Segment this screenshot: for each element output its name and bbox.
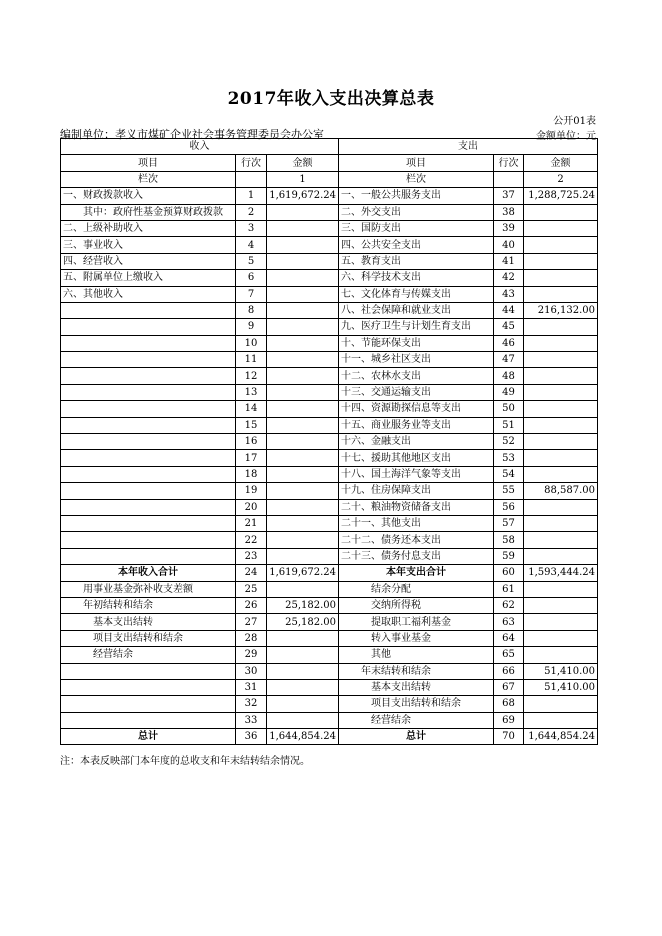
income-line-no: 33 [236, 712, 267, 728]
expense-line-no: 70 [494, 729, 524, 745]
expense-item: 基本支出结转 [339, 679, 494, 695]
table-row [61, 286, 598, 302]
expense-item: 六、科学技术支出 [339, 270, 494, 286]
income-line-no: 4 [236, 237, 267, 253]
income-amount [267, 335, 339, 351]
income-amount [267, 220, 339, 236]
income-amount [267, 712, 339, 728]
expense-line-no: 41 [494, 253, 524, 269]
expense-line-no: 44 [494, 302, 524, 318]
expense-line-no: 60 [494, 565, 524, 581]
income-line-no: 25 [236, 581, 267, 597]
expense-item: 本年支出合计 [339, 565, 494, 581]
income-item: 五、附属单位上缴收入 [61, 270, 236, 286]
expense-item: 十二、农林水支出 [339, 368, 494, 384]
income-item [61, 532, 236, 548]
expense-amount [524, 434, 598, 450]
income-line-no: 7 [236, 286, 267, 302]
income-item: 二、上级补助收入 [61, 220, 236, 236]
expense-line-header: 行次 [494, 155, 524, 171]
expense-item: 二十、粮油物资储备支出 [339, 499, 494, 515]
income-amount [267, 253, 339, 269]
expense-item-header: 项目 [339, 155, 494, 171]
income-line-no: 2 [236, 204, 267, 220]
table-row [61, 548, 598, 564]
expense-amount [524, 499, 598, 515]
income-line-no: 10 [236, 335, 267, 351]
expense-amount [524, 630, 598, 646]
expense-amount [524, 450, 598, 466]
income-amount [267, 647, 339, 663]
column-number-row [61, 171, 598, 187]
income-amount [267, 581, 339, 597]
expense-item: 二十一、其他支出 [339, 515, 494, 531]
table-row [61, 384, 598, 400]
table-row [61, 302, 598, 318]
expense-line-no: 50 [494, 401, 524, 417]
expense-amount [524, 532, 598, 548]
empty-cell [494, 171, 524, 187]
footnote: 注：本表反映部门本年度的总收支和年末结转结余情况。 [60, 756, 310, 767]
income-line-no: 31 [236, 679, 267, 695]
expense-line-no: 52 [494, 434, 524, 450]
income-amount [267, 548, 339, 564]
expense-line-no: 43 [494, 286, 524, 302]
income-item [61, 352, 236, 368]
expense-line-no: 57 [494, 515, 524, 531]
income-amount [267, 401, 339, 417]
income-item [61, 696, 236, 712]
income-line-no: 36 [236, 729, 267, 745]
expense-item: 十五、商业服务业等支出 [339, 417, 494, 433]
expense-line-no: 37 [494, 188, 524, 204]
income-item [61, 335, 236, 351]
income-item: 项目支出结转和结余 [61, 630, 236, 646]
income-item: 用事业基金弥补收支差额 [61, 581, 236, 597]
expense-item: 十、节能环保支出 [339, 335, 494, 351]
income-line-no: 30 [236, 663, 267, 679]
expense-line-no: 58 [494, 532, 524, 548]
expense-line-no: 39 [494, 220, 524, 236]
income-item [61, 548, 236, 564]
expense-line-no: 38 [494, 204, 524, 220]
income-item: 其中：政府性基金预算财政拨款 [61, 204, 236, 220]
income-amount [267, 630, 339, 646]
income-amount [267, 466, 339, 482]
expense-item: 九、医疗卫生与计划生育支出 [339, 319, 494, 335]
page-title: 2017年收入支出决算总表 [227, 89, 435, 109]
table-row [61, 319, 598, 335]
income-line-no: 9 [236, 319, 267, 335]
reporting-unit: 编制单位：孝义市煤矿企业社会事务管理委员会办公室 [60, 128, 324, 141]
section-header-row [61, 139, 598, 155]
income-line-no: 5 [236, 253, 267, 269]
income-line-no: 21 [236, 515, 267, 531]
income-line-no: 32 [236, 696, 267, 712]
income-item: 基本支出结转 [61, 614, 236, 630]
income-amount [267, 237, 339, 253]
income-item: 四、经营收入 [61, 253, 236, 269]
income-line-no: 20 [236, 499, 267, 515]
table-row [61, 696, 598, 712]
expense-item: 十三、交通运输支出 [339, 384, 494, 400]
expense-amount [524, 253, 598, 269]
expense-item: 年末结转和结余 [339, 663, 494, 679]
income-item [61, 450, 236, 466]
income-item [61, 663, 236, 679]
table-row [61, 352, 598, 368]
income-amount [267, 368, 339, 384]
expense-item: 八、社会保障和就业支出 [339, 302, 494, 318]
income-line-no: 12 [236, 368, 267, 384]
expense-amount: 51,410.00 [524, 679, 598, 695]
table-row [61, 499, 598, 515]
income-item [61, 499, 236, 515]
expense-item: 四、公共安全支出 [339, 237, 494, 253]
income-line-no: 11 [236, 352, 267, 368]
income-line-no: 29 [236, 647, 267, 663]
expense-item: 三、国防支出 [339, 220, 494, 236]
expense-amount [524, 368, 598, 384]
expense-line-no: 67 [494, 679, 524, 695]
income-item [61, 712, 236, 728]
income-amount [267, 532, 339, 548]
table-row [61, 466, 598, 482]
income-amount: 25,182.00 [267, 597, 339, 613]
table-row [61, 204, 598, 220]
income-amount [267, 417, 339, 433]
income-line-no: 16 [236, 434, 267, 450]
expense-amount [524, 401, 598, 417]
income-line-no: 1 [236, 188, 267, 204]
expense-line-no: 51 [494, 417, 524, 433]
income-amount [267, 270, 339, 286]
table-row [61, 597, 598, 613]
income-amount: 1,644,854.24 [267, 729, 339, 745]
expense-amount [524, 515, 598, 531]
expense-item: 其他 [339, 647, 494, 663]
expense-amount [524, 319, 598, 335]
expense-amount: 88,587.00 [524, 483, 598, 499]
table-row [61, 335, 598, 351]
expense-header: 支出 [339, 139, 598, 155]
table-row [61, 630, 598, 646]
income-line-no: 3 [236, 220, 267, 236]
expense-amount [524, 286, 598, 302]
table-row [61, 614, 598, 630]
expense-item: 提取职工福利基金 [339, 614, 494, 630]
income-line-no: 28 [236, 630, 267, 646]
table-row [61, 368, 598, 384]
income-item [61, 483, 236, 499]
expense-amount [524, 384, 598, 400]
income-line-no: 24 [236, 565, 267, 581]
expense-amount [524, 352, 598, 368]
expense-amount-header: 金额 [524, 155, 598, 171]
expense-item: 二、外交支出 [339, 204, 494, 220]
income-item: 年初结转和结余 [61, 597, 236, 613]
expense-item: 总计 [339, 729, 494, 745]
table-row [61, 253, 598, 269]
income-column-label: 栏次 [61, 171, 236, 187]
table-row [61, 483, 598, 499]
expense-item: 交纳所得税 [339, 597, 494, 613]
income-amount: 25,182.00 [267, 614, 339, 630]
income-item: 本年收入合计 [61, 565, 236, 581]
income-line-header: 行次 [236, 155, 267, 171]
income-column-number: 1 [267, 171, 339, 187]
income-item: 经营结余 [61, 647, 236, 663]
expense-amount [524, 417, 598, 433]
expense-line-no: 46 [494, 335, 524, 351]
expense-column-number: 2 [524, 171, 598, 187]
form-code: 公开01表 [553, 116, 596, 127]
income-item [61, 434, 236, 450]
expense-line-no: 66 [494, 663, 524, 679]
table-row [61, 434, 598, 450]
expense-column-label: 栏次 [339, 171, 494, 187]
expense-amount: 1,593,444.24 [524, 565, 598, 581]
table-row [61, 401, 598, 417]
income-item [61, 384, 236, 400]
expense-line-no: 61 [494, 581, 524, 597]
expense-item: 十一、城乡社区支出 [339, 352, 494, 368]
income-line-no: 19 [236, 483, 267, 499]
expense-line-no: 47 [494, 352, 524, 368]
income-item [61, 401, 236, 417]
expense-line-no: 68 [494, 696, 524, 712]
income-header: 收入 [61, 139, 339, 155]
income-line-no: 17 [236, 450, 267, 466]
table-row [61, 450, 598, 466]
table-row [61, 417, 598, 433]
expense-item: 项目支出结转和结余 [339, 696, 494, 712]
expense-line-no: 54 [494, 466, 524, 482]
expense-item: 十四、资源勘探信息等支出 [339, 401, 494, 417]
table-row [61, 532, 598, 548]
income-item: 一、财政拨款收入 [61, 188, 236, 204]
expense-line-no: 56 [494, 499, 524, 515]
expense-amount [524, 237, 598, 253]
income-line-no: 26 [236, 597, 267, 613]
income-amount: 1,619,672.24 [267, 188, 339, 204]
expense-item: 一、一般公共服务支出 [339, 188, 494, 204]
income-item-header: 项目 [61, 155, 236, 171]
table-row [61, 270, 598, 286]
table-row [61, 188, 598, 204]
income-amount [267, 499, 339, 515]
expense-item: 十七、援助其他地区支出 [339, 450, 494, 466]
expense-item: 二十三、债务付息支出 [339, 548, 494, 564]
expense-item: 结余分配 [339, 581, 494, 597]
expense-amount [524, 581, 598, 597]
expense-line-no: 55 [494, 483, 524, 499]
income-item: 总计 [61, 729, 236, 745]
income-item [61, 515, 236, 531]
income-amount [267, 384, 339, 400]
expense-amount [524, 204, 598, 220]
income-amount [267, 483, 339, 499]
expense-item: 经营结余 [339, 712, 494, 728]
expense-line-no: 53 [494, 450, 524, 466]
income-item [61, 368, 236, 384]
income-amount [267, 696, 339, 712]
expense-amount [524, 220, 598, 236]
expense-amount [524, 696, 598, 712]
expense-item: 二十二、债务还本支出 [339, 532, 494, 548]
expense-amount [524, 548, 598, 564]
income-item [61, 466, 236, 482]
empty-cell [236, 171, 267, 187]
income-line-no: 13 [236, 384, 267, 400]
expense-line-no: 63 [494, 614, 524, 630]
income-item [61, 302, 236, 318]
year-total-row [61, 565, 598, 581]
income-amount [267, 286, 339, 302]
expense-amount [524, 712, 598, 728]
table-row [61, 237, 598, 253]
expense-line-no: 64 [494, 630, 524, 646]
grand-total-row [61, 729, 598, 745]
table-row [61, 647, 598, 663]
expense-amount: 1,644,854.24 [524, 729, 598, 745]
expense-line-no: 65 [494, 647, 524, 663]
expense-amount [524, 335, 598, 351]
expense-item: 七、文化体育与传媒支出 [339, 286, 494, 302]
expense-line-no: 45 [494, 319, 524, 335]
income-item [61, 679, 236, 695]
income-amount [267, 434, 339, 450]
income-line-no: 18 [236, 466, 267, 482]
income-amount [267, 450, 339, 466]
table-row [61, 663, 598, 679]
income-line-no: 8 [236, 302, 267, 318]
table-row [61, 220, 598, 236]
income-item: 六、其他收入 [61, 286, 236, 302]
expense-line-no: 48 [494, 368, 524, 384]
expense-amount: 51,410.00 [524, 663, 598, 679]
income-line-no: 6 [236, 270, 267, 286]
expense-line-no: 62 [494, 597, 524, 613]
income-line-no: 22 [236, 532, 267, 548]
income-item [61, 417, 236, 433]
income-amount [267, 679, 339, 695]
column-header-row [61, 155, 598, 171]
income-amount [267, 663, 339, 679]
expense-amount: 216,132.00 [524, 302, 598, 318]
income-line-no: 15 [236, 417, 267, 433]
income-amount [267, 204, 339, 220]
income-amount: 1,619,672.24 [267, 565, 339, 581]
table-row [61, 679, 598, 695]
expense-line-no: 49 [494, 384, 524, 400]
table-row [61, 515, 598, 531]
expense-item: 十六、金融支出 [339, 434, 494, 450]
expense-amount: 1,288,725.24 [524, 188, 598, 204]
table-row [61, 712, 598, 728]
expense-amount [524, 647, 598, 663]
expense-item: 十八、国土海洋气象等支出 [339, 466, 494, 482]
income-line-no: 27 [236, 614, 267, 630]
income-line-no: 23 [236, 548, 267, 564]
expense-amount [524, 614, 598, 630]
income-item [61, 319, 236, 335]
amount-unit: 金额单位：元 [536, 131, 596, 142]
income-amount-header: 金额 [267, 155, 339, 171]
table-row [61, 581, 598, 597]
income-amount [267, 319, 339, 335]
expense-amount [524, 597, 598, 613]
expense-line-no: 42 [494, 270, 524, 286]
income-amount [267, 302, 339, 318]
income-amount [267, 515, 339, 531]
expense-item: 五、教育支出 [339, 253, 494, 269]
expense-line-no: 40 [494, 237, 524, 253]
expense-item: 十九、住房保障支出 [339, 483, 494, 499]
income-amount [267, 352, 339, 368]
expense-item: 转入事业基金 [339, 630, 494, 646]
expense-line-no: 59 [494, 548, 524, 564]
expense-line-no: 69 [494, 712, 524, 728]
expense-amount [524, 466, 598, 482]
income-line-no: 14 [236, 401, 267, 417]
income-expense-table [60, 138, 598, 745]
income-item: 三、事业收入 [61, 237, 236, 253]
expense-amount [524, 270, 598, 286]
